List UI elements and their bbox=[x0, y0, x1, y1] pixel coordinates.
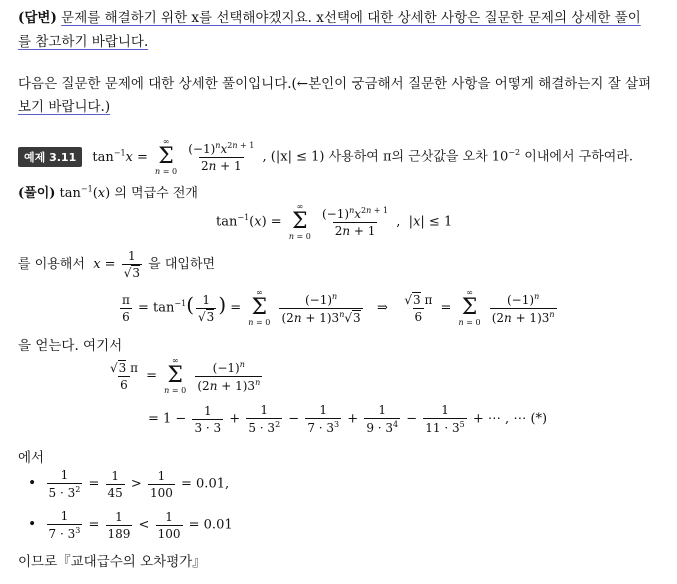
where-text: 에서 bbox=[18, 450, 45, 466]
answer-text-2: 를 참고하기 바랍니다. bbox=[18, 34, 149, 50]
answer-label: (답변) bbox=[18, 10, 57, 26]
solution-label: (풀이) bbox=[18, 186, 56, 201]
example-condition-exp: −2 bbox=[508, 148, 521, 158]
example-condition: , (|x| ≤ 1) 사용하여 π의 근삿값을 오차 10 bbox=[262, 149, 509, 165]
substitution-line: 를 이용해서 x = $\frac{1}{√3}$ 을 대입하면 bbox=[18, 249, 216, 280]
expanded-series: = 1 − $\frac{1}{3 \cdot 3}$ + $\frac{1}{5 \cdot 3^2}$ − $\frac{1}{7 \cdot 3^3}$ + $\frac{1}{9 \cdot 3^4}$ − $\frac{1}{11 \cdot 3^5}$ + ⋯ , ⋯ (*) bbox=[148, 403, 548, 435]
bullet-item-2: • $\frac{1}{7 \cdot 3^3}$ = $\frac{1}{189}$ < $\frac{1}{100}$ = 0.01 bbox=[28, 509, 233, 541]
detail-line-2 bbox=[18, 95, 110, 115]
answer-line-1 bbox=[18, 6, 641, 26]
bullet-1-tail: = 0.01, bbox=[181, 476, 230, 492]
sqrt3-pi-series: $\frac{√3 \pi}{6}$ = ∞ Σ n = 0 $\frac{(-1)^n}{(2n + 1)3^n}$ bbox=[110, 356, 261, 395]
detail-text-2: 보기 바랍니다.) bbox=[18, 99, 111, 115]
detail-text-1a: 다음은 질문한 문제에 대한 상세한 풀이입니다.(←본인이 궁금해서 질문한 사항을 어떻게 해결하는지 잘 살펴 bbox=[18, 76, 652, 92]
answer-line-2 bbox=[18, 30, 148, 50]
series-tail: ⋯ , ⋯ (*) bbox=[487, 411, 548, 427]
example-statement: 예제 3.11 $\tan^{-1}x$ = ∞ Σ n = 0 $\frac{(-1)^nx^{2n + 1}}{2n + 1}$ , (|x| ≤ 1) 사용하여 π의 근삿값을 오차 $10^{-2}$ 이내에서 구하여라. bbox=[18, 138, 633, 176]
pi-over-six-equation: $\frac{\pi}{6}$ = $\tan^{-1}$( $\frac{1}{√3}$ ) = ∞ Σ n = 0 $\frac{(-1)^n}{(2n + 1)3^n√3}$ ⇒ $\frac{√3 \pi}{6}$ = ∞ Σ n = 0 $\frac{(-1)^n}{(2n + 1)3^n}$ bbox=[122, 288, 555, 327]
answer-text-1: 문제를 해결하기 위한 x를 선택해야겠지요. x선택에 대한 상세한 사항은 질문한 문제의 상세한 풀이 bbox=[61, 10, 641, 26]
solution-intro: (풀이) $\tan^{-1}(x)$ 의 멱급수 전개 bbox=[18, 184, 198, 201]
footer-text: 이므로『교대급수의 오차평가』 bbox=[18, 554, 206, 570]
power-series-equation: $\tan^{-1}(x)$ = ∞ Σ n = 0 $\frac{(-1)^nx^{2n + 1}}{2n + 1}$ , |x| ≤ 1 bbox=[216, 202, 453, 241]
bullet-item-1: • $\frac{1}{5 \cdot 3^2}$ = $\frac{1}{45}$ > $\frac{1}{100}$ = 0.01, bbox=[28, 468, 230, 500]
example-condition-tail: 이내에서 구하여라. bbox=[524, 149, 634, 165]
bullet-2-tail: = 0.01 bbox=[188, 517, 233, 533]
text-use: 를 이용해서 bbox=[18, 257, 85, 272]
solution-intro-text: 의 멱급수 전개 bbox=[114, 186, 198, 201]
detail-line-1 bbox=[18, 72, 651, 92]
example-badge: 예제 3.11 bbox=[18, 147, 82, 167]
obtain-text: 을 얻는다. 여기서 bbox=[18, 338, 123, 354]
text-substitute: 을 대입하면 bbox=[148, 257, 216, 272]
